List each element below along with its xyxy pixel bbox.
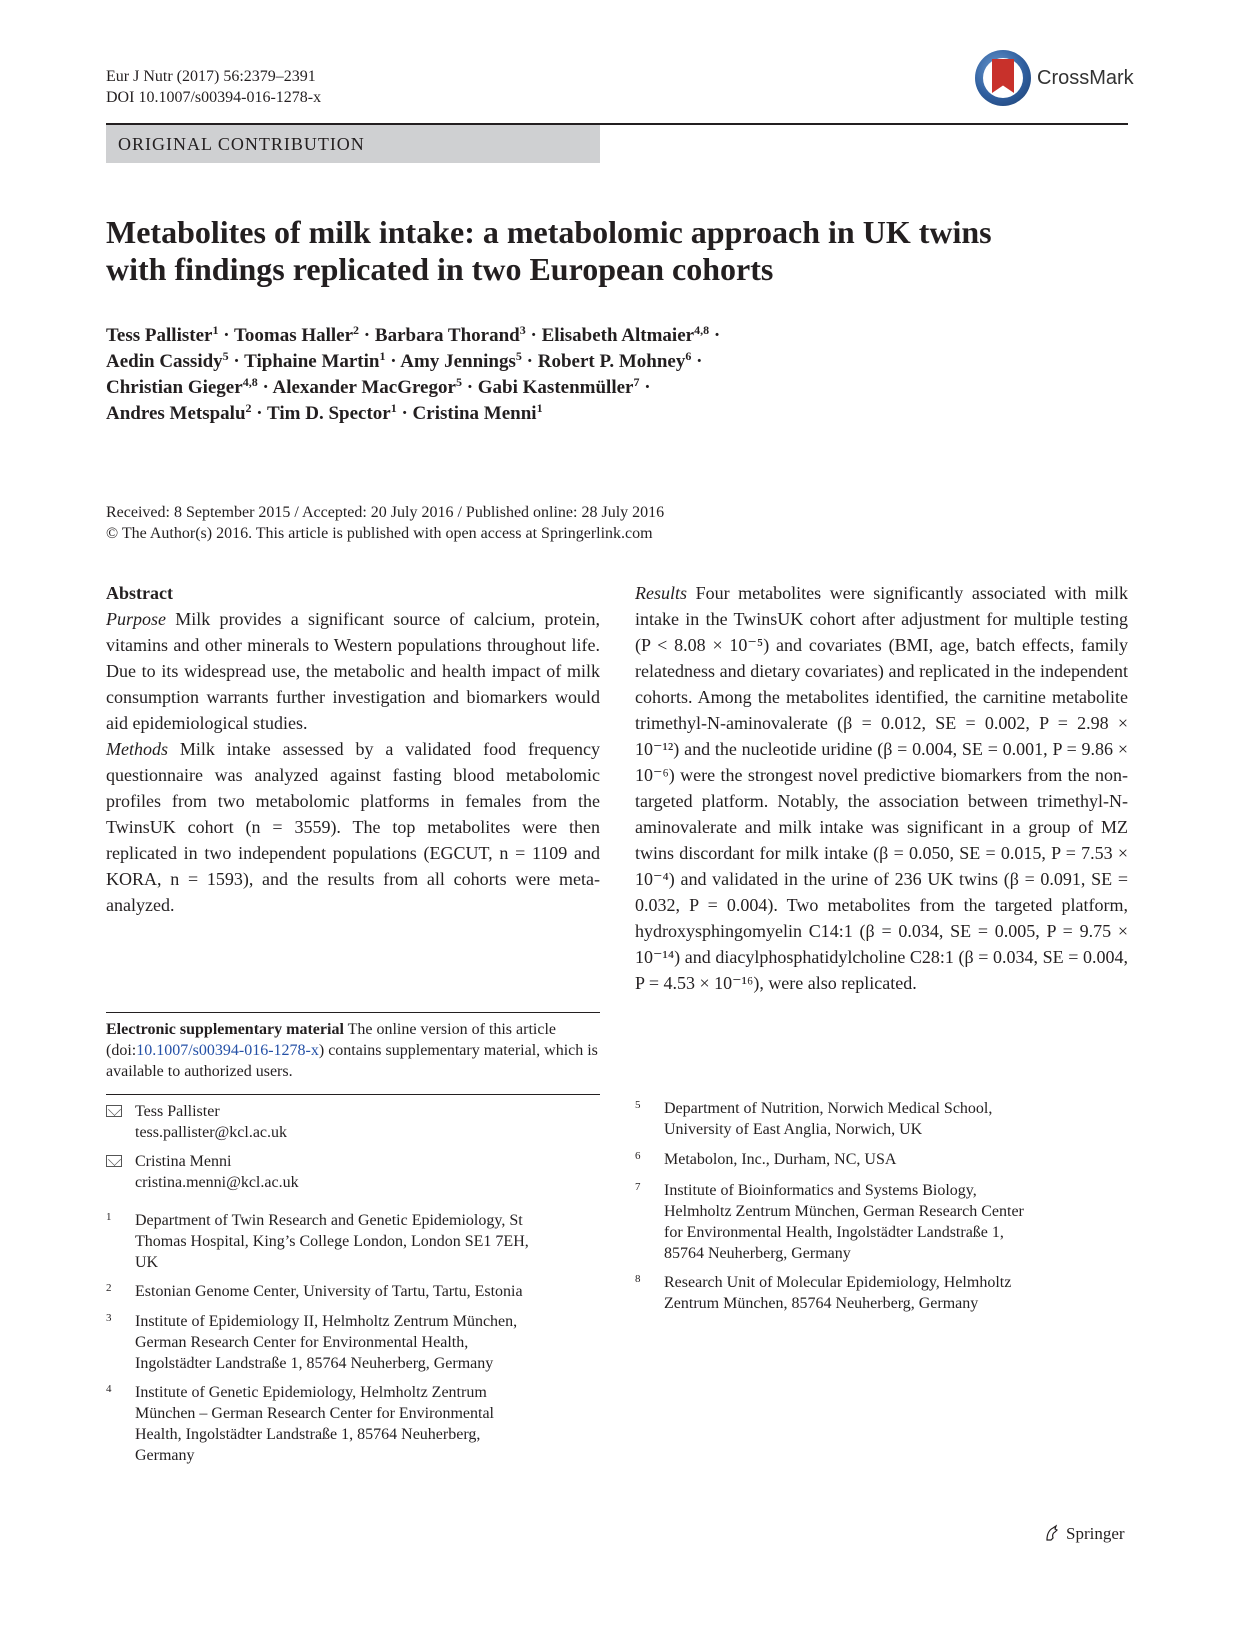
- author-affiliation-marker: 1: [379, 349, 386, 363]
- author-name: Amy Jennings$^5$: [400, 349, 522, 372]
- affiliation-line: 85764 Neuherberg, Germany: [664, 1245, 851, 1262]
- affiliation-line: University of East Anglia, Norwich, UK: [664, 1121, 923, 1138]
- author-separator: ·: [385, 351, 401, 372]
- envelope-icon: [106, 1155, 122, 1167]
- abstract-right-column: [635, 580, 1128, 996]
- author-name: Gabi Kastenmüller$^7$: [477, 375, 640, 398]
- abstract-heading: Abstract: [106, 583, 173, 603]
- abstract-methods: [106, 736, 600, 918]
- contact-email[interactable]: cristina.menni@kcl.ac.uk: [135, 1174, 299, 1191]
- results-text: Four metabolites were significantly associated with milk intake in the TwinsUK cohort after adjustment for multiple testing (P < 8.08 × 10⁻⁵) and covariates (BMI, age, batch effects, family relatedness and dietary covariates) and replicated in the independent cohorts. Among the metabolites identified, the carnitine metabolite trimethyl-N-aminovalerate (β = 0.012, SE = 0.002, P = 2.98 × 10⁻¹²) and the nucleotide uridine (β = 0.004, SE = 0.001, P = 9.86 × 10⁻⁶) were the strongest novel predictive biomarkers from the non-targeted platform. Notably, the association between trimethyl-N-aminovalerate and milk intake was significant in a group of MZ twins discordant for milk intake (β = 0.050, SE = 0.015, P = 7.53 × 10⁻⁴) and validated in the urine of 236 UK twins (β = 0.091, SE = 0.032, P = 0.004). Two metabolites from the targeted platform, hydroxysphingomyelin C14:1 (β = 0.034, SE = 0.005, P = 9.75 × 10⁻¹⁴) and diacylphosphatidylcholine C28:1 (β = 0.034, SE = 0.004, P = 4.53 × 10⁻¹⁶), were also replicated.: [635, 583, 1128, 993]
- author-affiliation-marker: 1: [390, 401, 397, 415]
- author-name: Christian Gieger$^{4,8}$: [106, 375, 258, 398]
- results-label: Results: [635, 583, 687, 603]
- author-separator: ·: [709, 325, 721, 346]
- author-separator: ·: [359, 325, 375, 346]
- crossmark-label: CrossMark: [1037, 67, 1134, 89]
- author-name: Robert P. Mohney$^6$: [537, 349, 692, 372]
- author-affiliation-marker: 5: [515, 349, 522, 363]
- author-separator: ·: [639, 377, 651, 398]
- affiliation-number: 1: [106, 1211, 112, 1223]
- envelope-icon: [106, 1105, 122, 1117]
- esm-rule: [106, 1012, 600, 1013]
- springer-logo: [1043, 1524, 1125, 1544]
- author-separator: ·: [691, 351, 703, 372]
- esm-label: Electronic supplementary material: [106, 1021, 344, 1038]
- affiliation-line: Helmholtz Zentrum München, German Research Center: [664, 1203, 1024, 1220]
- affiliation-line: UK: [135, 1254, 159, 1271]
- author-list: [106, 323, 866, 427]
- purpose-label: Purpose: [106, 609, 166, 629]
- affiliation: [635, 1098, 992, 1140]
- affiliation-line: Germany: [135, 1447, 195, 1464]
- affiliation-line: Institute of Epidemiology II, Helmholtz Zentrum München,: [135, 1313, 518, 1330]
- affiliation: [635, 1272, 1011, 1314]
- contact-rule: [106, 1094, 600, 1095]
- affiliation-number: 7: [635, 1181, 641, 1193]
- copyright-line: © The Author(s) 2016. This article is published with open access at Springerlink.com: [106, 525, 653, 542]
- crossmark-icon: [975, 50, 1031, 106]
- author-affiliation-marker: 5: [455, 375, 462, 389]
- affiliation-number: 8: [635, 1273, 641, 1285]
- affiliation: [106, 1210, 529, 1273]
- contact-name: Cristina Menni: [135, 1153, 232, 1170]
- author-separator: ·: [228, 351, 245, 372]
- author-name: Tiphaine Martin$^1$: [244, 349, 386, 372]
- affiliation-line: German Research Center for Environmental Health,: [135, 1334, 469, 1351]
- affiliation-line: Institute of Bioinformatics and Systems Biology,: [664, 1182, 977, 1199]
- author-name: Cristina Menni$^1$: [412, 401, 543, 424]
- author-separator: ·: [461, 377, 478, 398]
- publisher-name: Springer: [1066, 1524, 1125, 1543]
- purpose-text: Milk provides a significant source of calcium, protein, vitamins and other minerals to Western populations throughout life. Due to its widespread use, the metabolic and health impact of milk consumption warrants further investigation and biomarkers would aid epidemiological studies.: [106, 609, 600, 733]
- affiliation: [106, 1311, 517, 1374]
- affiliation-line: Health, Ingolstädter Landstraße 1, 85764 Neuherberg,: [135, 1426, 481, 1443]
- esm-doi-link[interactable]: 10.1007/s00394-016-1278-x: [136, 1042, 319, 1059]
- esm-text-before: The online version of this article (doi:: [106, 1021, 556, 1059]
- author-separator: ·: [251, 403, 268, 424]
- affiliation-number: 2: [106, 1282, 112, 1294]
- title-line-2: with findings replicated in two European cohorts: [106, 251, 774, 287]
- affiliation: [635, 1149, 896, 1170]
- author-affiliation-marker: 2: [245, 401, 252, 415]
- affiliation-line: Institute of Genetic Epidemiology, Helmholtz Zentrum: [135, 1384, 487, 1401]
- affiliation-line: Department of Nutrition, Norwich Medical School,: [664, 1100, 993, 1117]
- abstract-results: [635, 580, 1128, 996]
- author-name: Tess Pallister$^1$: [106, 323, 219, 346]
- crossmark-badge[interactable]: [975, 50, 1134, 110]
- author-affiliation-marker: 1: [212, 323, 219, 337]
- methods-text: Milk intake assessed by a validated food frequency questionnaire was analyzed against fasting blood metabolomic profiles from two metabolomic platforms in females from the TwinsUK cohort (n = 3559). The top metabolites were then replicated in two independent populations (EGCUT, n = 1109 and KORA, n = 1593), and the results from all cohorts were meta-analyzed.: [106, 739, 600, 915]
- article-dates: [106, 502, 664, 544]
- affiliation-number: 4: [106, 1383, 112, 1395]
- author-separator: ·: [396, 403, 413, 424]
- affiliation-line: Estonian Genome Center, University of Tartu, Tartu, Estonia: [135, 1283, 523, 1300]
- doi-line: DOI 10.1007/s00394-016-1278-x: [106, 89, 322, 106]
- title-line-1: Metabolites of milk intake: a metabolomic approach in UK twins: [106, 214, 992, 250]
- esm-text-after: ) contains supplementary material, which is available to authorized users.: [106, 1042, 598, 1080]
- affiliation-line: München – German Research Center for Environmental: [135, 1405, 494, 1422]
- section-label: ORIGINAL CONTRIBUTION: [106, 125, 600, 163]
- article-title: [106, 214, 1106, 288]
- author-affiliation-marker: 4,8: [242, 375, 258, 389]
- contact-entry: [106, 1151, 600, 1193]
- author-affiliation-marker: 2: [353, 323, 360, 337]
- affiliation-line: for Environmental Health, Ingolstädter Landstraße 1,: [664, 1224, 1004, 1241]
- affiliation-line: Ingolstädter Landstraße 1, 85764 Neuherberg, Germany: [135, 1355, 494, 1372]
- author-affiliation-marker: 4,8: [694, 323, 710, 337]
- affiliation-line: Research Unit of Molecular Epidemiology, Helmholtz: [664, 1274, 1012, 1291]
- author-name: Elisabeth Altmaier$^{4,8}$: [541, 323, 710, 346]
- affiliation-number: 3: [106, 1312, 112, 1324]
- affiliation-line: Thomas Hospital, King’s College London, London SE1 7EH,: [135, 1233, 529, 1250]
- springer-horse-icon: [1043, 1524, 1061, 1542]
- abstract-purpose: [106, 606, 600, 736]
- affiliation-line: Metabolon, Inc., Durham, NC, USA: [664, 1151, 897, 1168]
- methods-label: Methods: [106, 739, 168, 759]
- author-separator: ·: [218, 325, 234, 346]
- author-affiliation-marker: 1: [536, 401, 543, 415]
- author-affiliation-marker: 6: [685, 349, 692, 363]
- author-separator: ·: [257, 377, 273, 398]
- affiliation-line: Zentrum München, 85764 Neuherberg, Germany: [664, 1295, 979, 1312]
- author-separator: ·: [521, 351, 538, 372]
- esm-note: [106, 1019, 600, 1082]
- affiliation-number: 5: [635, 1099, 641, 1111]
- affiliation: [106, 1281, 523, 1302]
- author-name: Aedin Cassidy$^5$: [106, 349, 229, 372]
- author-affiliation-marker: 5: [222, 349, 229, 363]
- author-affiliation-marker: 3: [519, 323, 526, 337]
- journal-citation: [106, 66, 321, 108]
- abstract-left-column: [106, 580, 600, 918]
- author-name: Barbara Thorand$^3$: [374, 323, 526, 346]
- author-name: Toomas Haller$^2$: [233, 323, 360, 346]
- author-affiliation-marker: 7: [633, 375, 640, 389]
- affiliation-line: Department of Twin Research and Genetic Epidemiology, St: [135, 1212, 523, 1229]
- received-line: Received: 8 September 2015 / Accepted: 20 July 2016 / Published online: 28 July 2016: [106, 504, 665, 521]
- author-name: Tim D. Spector$^1$: [267, 401, 397, 424]
- contact-name: Tess Pallister: [135, 1103, 220, 1120]
- author-separator: ·: [525, 325, 542, 346]
- affiliation: [635, 1180, 1024, 1264]
- contact-email[interactable]: tess.pallister@kcl.ac.uk: [135, 1124, 288, 1141]
- affiliation-number: 6: [635, 1150, 641, 1162]
- contact-entry: [106, 1101, 600, 1143]
- journal-line: Eur J Nutr (2017) 56:2379–2391: [106, 68, 316, 85]
- author-name: Alexander MacGregor$^5$: [272, 375, 462, 398]
- affiliation: [106, 1382, 494, 1466]
- author-name: Andres Metspalu$^2$: [106, 401, 252, 424]
